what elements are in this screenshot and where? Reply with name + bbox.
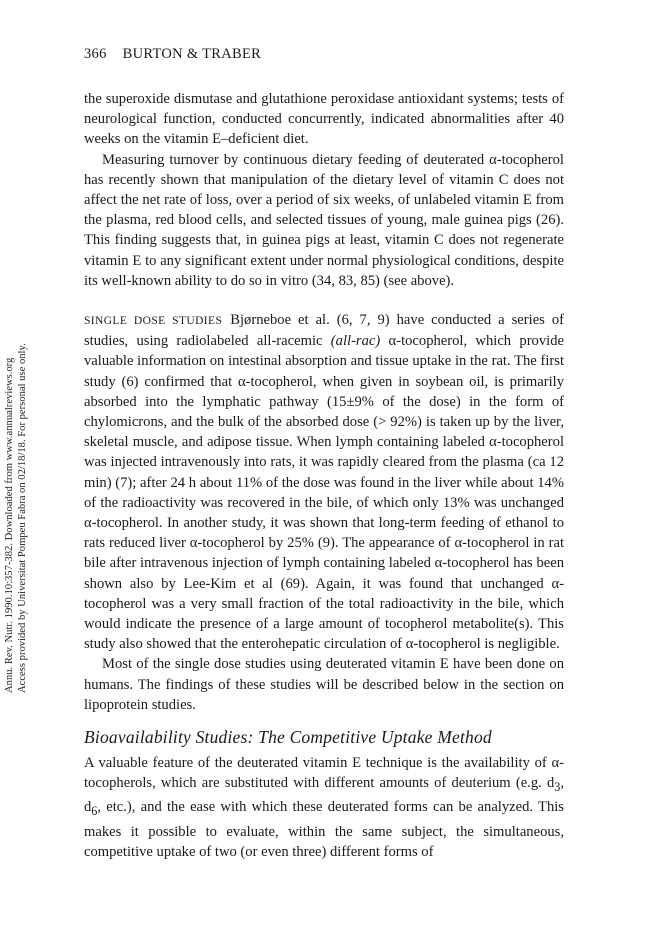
download-notice [4, 253, 29, 693]
paragraph-3-italic: (all-rac) [330, 333, 381, 350]
download-notice-line-2: Access provided by Universitat Pompeu Fabra on 02/18/18. For personal use only. [16, 343, 28, 693]
body-text [84, 89, 564, 862]
running-head-authors: BURTON & TRABER [122, 46, 262, 62]
paragraph-3-text-a: Bjørneboe et al. (6, 7, 9) have conducted a series of studies, using radiolabeled all-racemic [84, 312, 565, 350]
paragraph-5-text-b: , d [84, 775, 564, 816]
paragraph-4: Most of the single dose studies using deuterated vitamin E have been done on humans. The findings of these studies will be described below in the section on lipoprotein studies. [84, 656, 564, 713]
section-heading: Bioavailability Studies: The Competitive Uptake Method [84, 727, 492, 748]
download-notice-line-1: Annu. Rev. Nutr. 1990.10:357-382. Downloaded from www.annualreviews.org [4, 357, 15, 693]
paragraph-5 [84, 753, 564, 862]
subscript-d6: 6 [91, 804, 98, 819]
paragraph-5-text-c: , etc.), and the ease with which these deuterated forms can be analyzed. This makes it possible to evaluate, within the same subject, the simultaneous, competitive uptake of two (or even three) different forms of [84, 799, 564, 860]
run-in-heading: SINGLE DOSE STUDIES [84, 315, 223, 328]
paragraph-2: Measuring turnover by continuous dietary feeding of deuterated α-tocopherol has recently shown that manipulation of the dietary level of vitamin C does not affect the net rate of loss, over a period of six weeks, of unlabeled vitamin E from the plasma, red blood cells, and selected tissues of young, male guinea pigs (26). This finding suggests that, in guinea pigs at least, vitamin C does not regenerate vitamin E to any significant extent under normal physiological conditions, despite its well-known ability to do so in vitro (34, 83, 85) (see above). [84, 151, 564, 289]
paragraph-3-text-b: α-tocopherol, which provide valuable information on intestinal absorption and tissue uptake in the rat. The first study (6) confirmed that α-tocopherol, when given in soybean oil, is primarily absorbed into the lymphatic pathway (15±9% of the dose) in the form of chylomicrons, and the bulk of the absorbed dose (> 92%) is taken up by the liver, skeletal muscle, and adipose tissue. When lymph containing labeled α-tocopherol was injected intravenously into rats, it was rapidly cleared from the plasma (ca 12 min) (7); after 24 h about 11% of the dose was found in the liver while about 14% of the radioactivity was recovered in the bile, of which only 13% was unchanged α-tocopherol. In another study, it was shown that long-term feeding of ethanol to rats reduced liver α-tocopherol by 25% (9). The appearance of α-tocopherol in rat bile after intravenous injection of lymph containing labeled α-tocopherol has been shown also by Lee-Kim et al (69). Again, it was found that unchanged α-tocopherol was a very small fraction of the total radioactivity in the bile, which would indicate the presence of a large amount of tocopherol metabolite(s). This study also showed that the enterohepatic circulation of α-tocopherol is negligible. [84, 333, 564, 653]
paragraph-single-dose-studies [84, 310, 564, 654]
paragraph-1: the superoxide dismutase and glutathione peroxidase antioxidant systems; tests of neurological function, conducted concurrently, indicated abnormalities after 40 weeks on the vitamin E–deficient diet. [84, 91, 564, 148]
running-head [84, 46, 261, 63]
page-number: 366 [84, 46, 107, 62]
paragraph-5-text-a: A valuable feature of the deuterated vitamin E technique is the availability of α-tocopherols, which are substituted with different amounts of deuterium (e.g. d [84, 755, 564, 792]
subscript-d3: 3 [554, 780, 561, 795]
